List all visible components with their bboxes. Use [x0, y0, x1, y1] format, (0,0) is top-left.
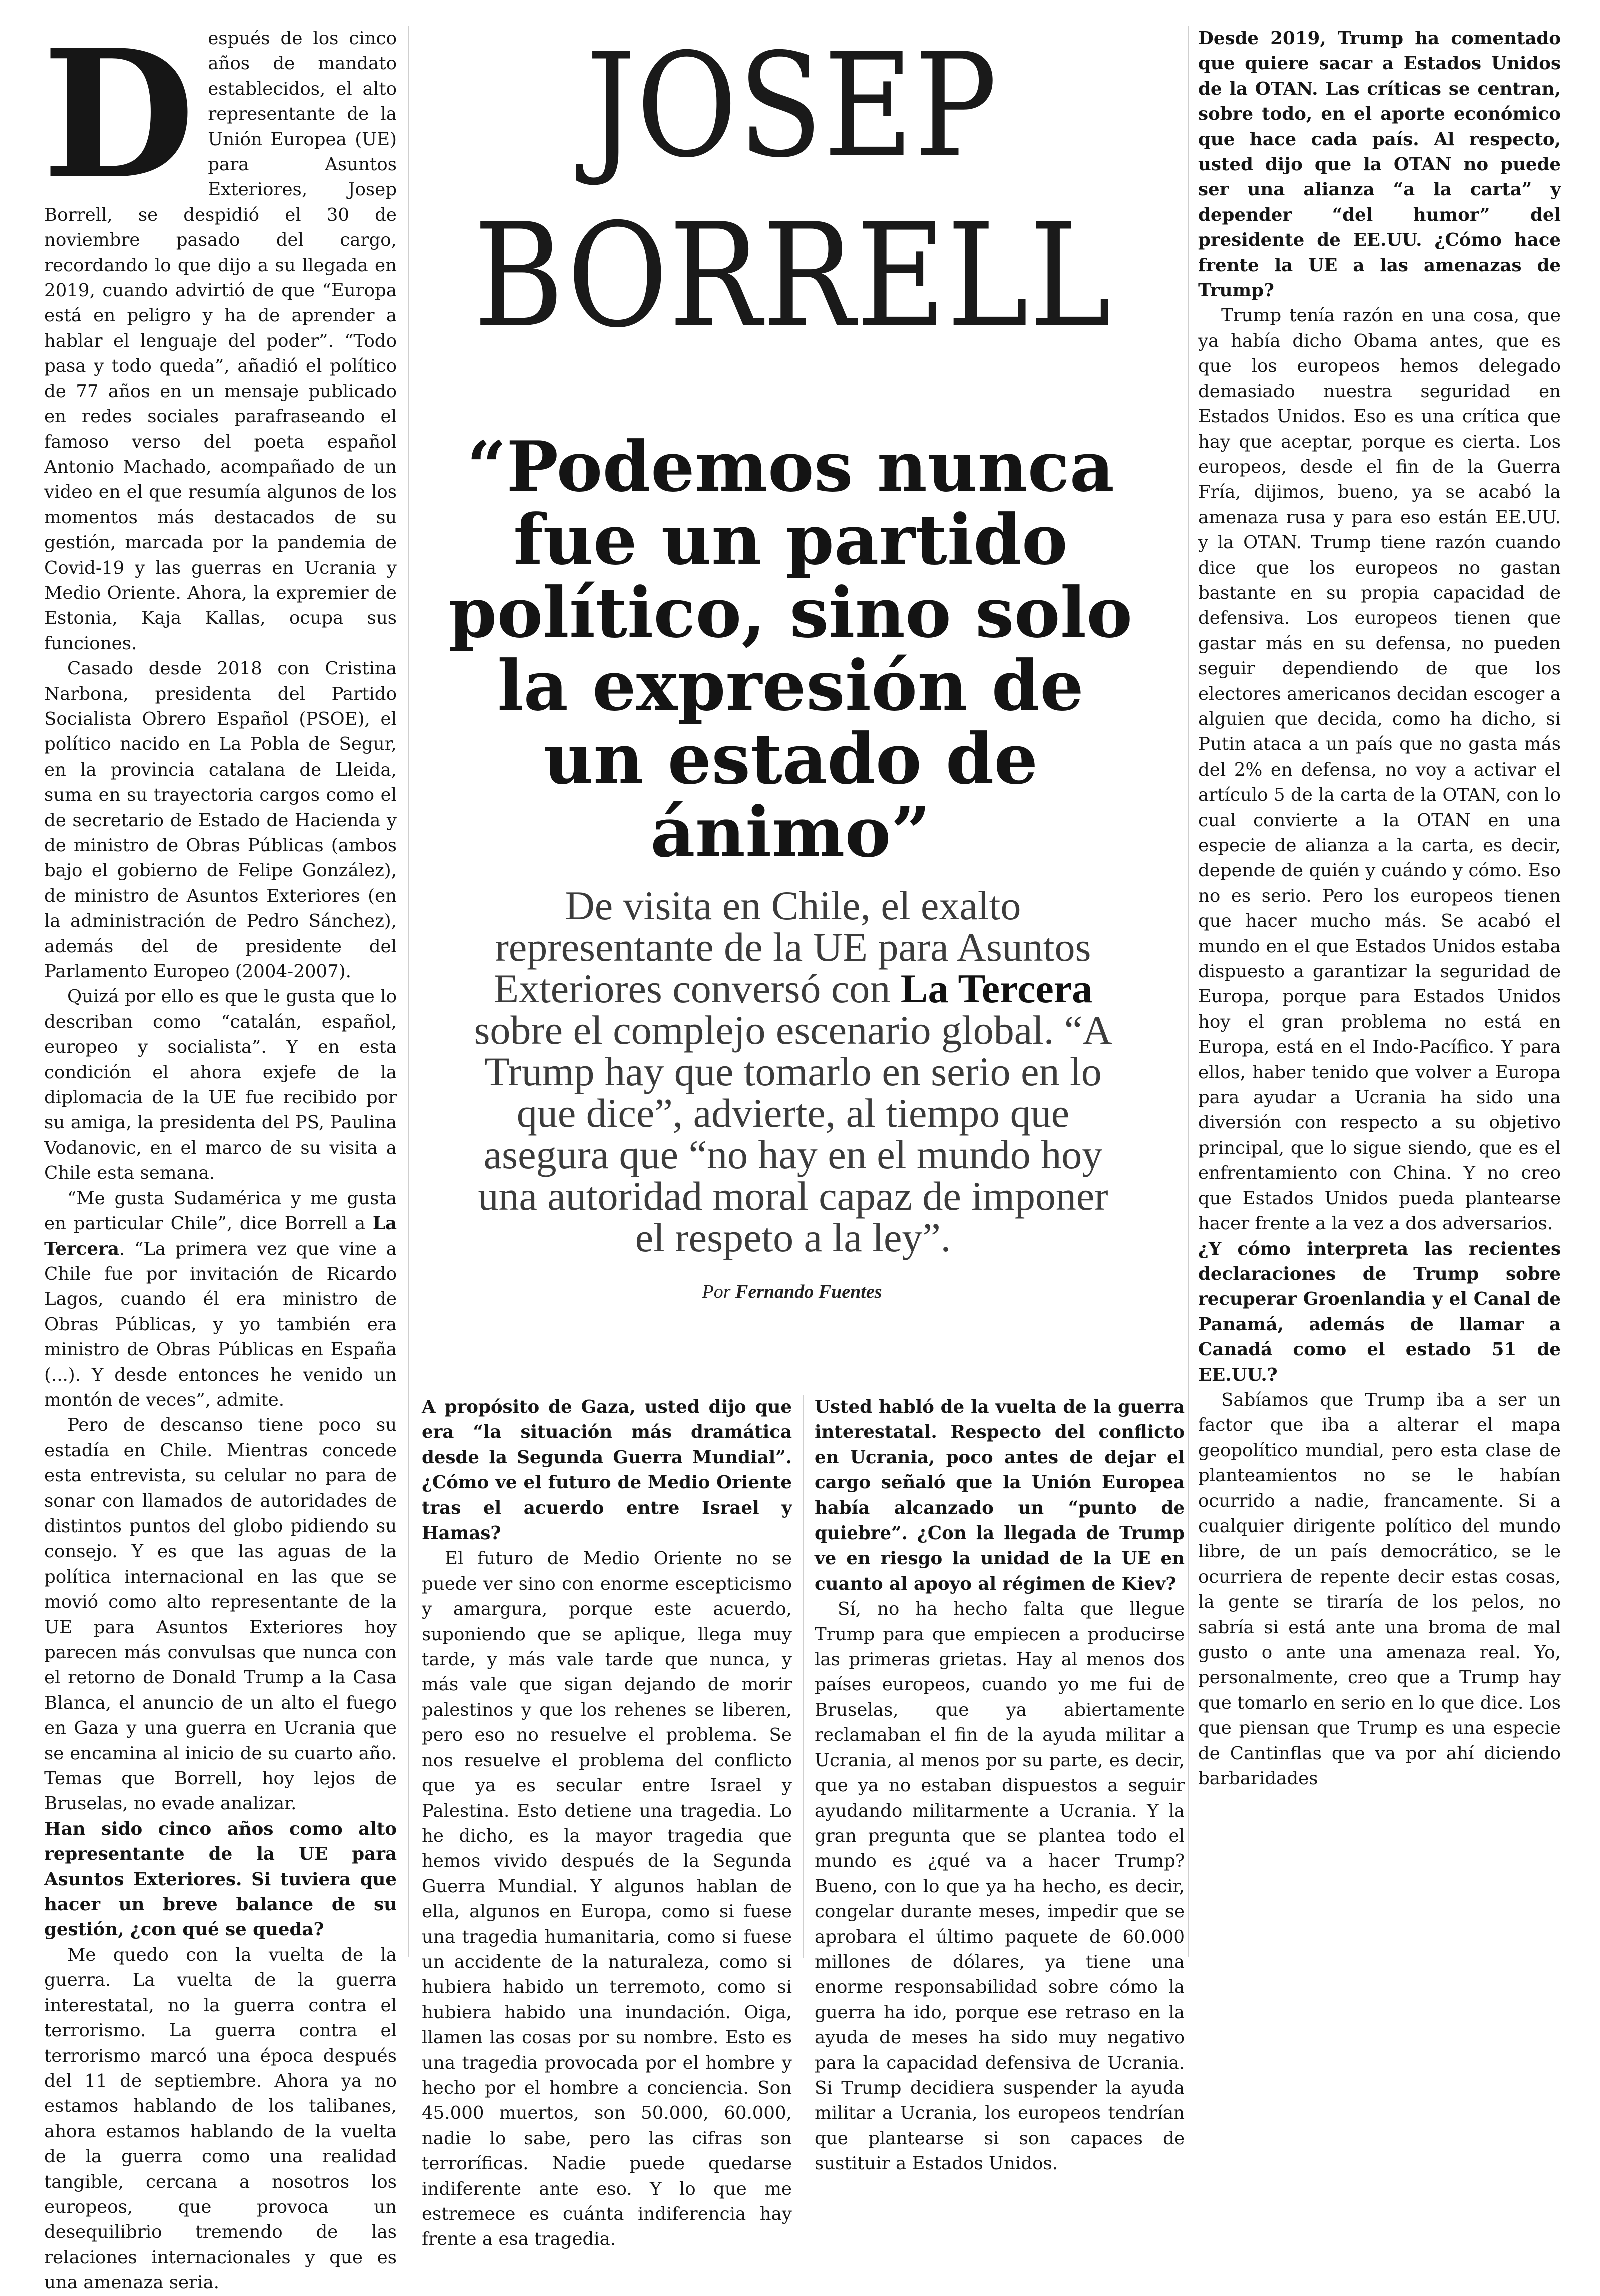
- article-column-4: [1198, 26, 1561, 1957]
- headline-quote: “Podemos nunca fue un partido político, sino solo la expresión de un estado de ánimo”: [448, 426, 1133, 873]
- drop-cap: D: [42, 11, 195, 218]
- article-column-2: [422, 1395, 792, 2250]
- answer-5: Sabíamos que Trump iba a ser un factor que iba a alterar el mapa geopolítico mundial, pero esta clase de planteamientos no se le habían ocurrido a nadie, francamente. Si a cualquier dirigente político del mundo libre, de un país democrático, se le ocurriera de repente decir estas cosas, la gente se tiraría de los pelos, no sabría si está ante una broma de mal gusto o ante una amenaza real. Yo, personalmente, creo que a Trump hay que tomarlo en serio en lo que dice. Los que piensan que Trump es una especie de Cantinflas que va por ahí diciendo barbaridades: [1198, 1389, 1561, 1789]
- question-5: ¿Y cómo interpreta las recientes declaraciones de Trump sobre recuperar Groenlandia y el Canal de Panamá, además de llamar a Canadá como el estado 51 de EE.UU.?: [1198, 1238, 1561, 1385]
- answer-3: Sí, no ha hecho falta que llegue Trump para que empiecen a producirse las primeras grietas. Hay al menos dos países europeos, cuando yo me fui de Bruselas, que ya abiertamente reclamaban el fin de la ayuda militar a Ucrania, al menos por su parte, es decir, que ya no estaban dispuestos a seguir ayudando militarmente a Ucrania. Y la gran pregunta que se plantea todo el mundo es ¿qué va a hacer Trump? Bueno, con lo que ya ha hecho, es decir, congelar durante meses, impedir que se aprobara el último paquete de 60.000 millones de dólares, ya tiene una enorme responsabilidad sobre cómo la guerra ha ido, porque ese retraso en la ayuda de meses ha sido muy negativo para la capacidad defensiva de Ucrania. Si Trump decidiera suspender la ayuda militar a Ucrania, los europeos tendrían que plantearse si son capaces de sustituir a Estados Unidos.: [815, 1599, 1185, 2174]
- identity-paragraph: Quizá por ello es que le gusta que lo describan como “catalán, español, europeo y socialista”. Y en esta condición el ahora exjefe de la diplomacia de la UE fue recibido por su amiga, la presidenta del PS, Paulina Vodanovic, en el marco de su visita a Chile esta semana.: [44, 986, 397, 1184]
- context-paragraph: Pero de descanso tiene poco su estadía en Chile. Mientras concede esta entrevista, su celular no para de sonar con llamados de autoridades de distintos puntos del globo pidiendo su consejo. Y es que las aguas de la política internacional en las que se movió como alto representante de la UE para Asuntos Exteriores hoy parecen más convulsas que nunca con el retorno de Donald Trump a la Casa Blanca, el anuncio de un alto el fuego en Gaza y una guerra en Ucrania que se encamina al inicio de su cuarto año. Temas que Borrell, hoy lejos de Bruselas, no evade analizar.: [44, 1415, 397, 1814]
- byline-prefix: Por: [702, 1281, 736, 1302]
- question-1: Han sido cinco años como alto representante de la UE para Asuntos Exteriores. Si tuviera que hacer un breve balance de su gestión, ¿con qué se queda?: [44, 1818, 397, 1940]
- deck-text: sobre el complejo escenario global. “A Trump hay que tomarlo en serio en lo que dice”, advierte, al tiempo que asegura que “no hay en el mundo hoy una autoridad moral capaz de imponer el respeto a la ley”.: [474, 1007, 1112, 1260]
- question-2: A propósito de Gaza, usted dijo que era “la situación más dramática desde la Segunda Guerra Mundial”. ¿Cómo ve el futuro de Medio Oriente tras el acuerdo entre Israel y Hamas?: [422, 1397, 792, 1544]
- article-column-3: [815, 1395, 1185, 2174]
- question-3: Usted habló de la vuelta de la guerra interestatal. Respecto del conflicto en Ucrania, poco antes de dejar el cargo señaló que la Unión Europea había alcanzado un “punto de quiebre”. ¿Con la llegada de Trump ve en riesgo la unidad de la UE en cuanto al apoyo al régimen de Kiev?: [815, 1397, 1185, 1594]
- deck-summary: [470, 885, 1116, 1258]
- paragraph-text: . “La primera vez que vine a Chile fue por invitación de Ricardo Lagos, cuando él era ministro de Obras Públicas, y yo también era ministro de Obras Públicas en España (...). Y desde entonces he venido un montón de veces”, admite.: [44, 1238, 397, 1410]
- bio-paragraph: Casado desde 2018 con Cristina Narbona, presidenta del Partido Socialista Obrero Español (PSOE), el político nacido en La Pobla de Segur, en la provincia catalana de Lleida, suma en su trayectoria cargos como el de secretario de Estado de Hacienda y de ministro de Obras Públicas (ambos bajo el gobierno de Felipe González), de ministro de Asuntos Exteriores (en la administración de Pedro Sánchez), además del de presidente del Parlamento Europeo (2004-2007).: [44, 658, 397, 982]
- column-rule: [803, 1395, 804, 1958]
- byline: [422, 1281, 1162, 1303]
- deck-text: De visita en Chile, el exalto representante de la UE para Asuntos Exteriores conversó con: [493, 883, 1091, 1011]
- intro-paragraph: espués de los cinco años de mandato establecidos, el alto representante de la Unión Europea (UE) para Asuntos Exteriores, Josep Borrell, se despidió el 30 de noviembre pasado del cargo, recordando lo que dijo a su llegada en 2019, cuando advirtió de que “Europa está en peligro y ha de aprender a hablar el lenguaje del poder”. “Todo pasa y todo queda”, añadió el político de 77 años en un mensaje publicado en redes sociales parafraseando el famoso verso del poeta español Antonio Machado, acompañado de un video en el que resumía algunos de los momentos más destacados de su gestión, marcada por la pandemia de Covid-19 y las guerras en Ucrania y Medio Oriente. Ahora, la expremier de Estonia, Kaja Kallas, ocupa sus funciones.: [44, 28, 397, 654]
- answer-4: Trump tenía razón en una cosa, que ya había dicho Obama antes, que es que los europeos hemos delegado demasiado nuestra seguridad en Estados Unidos. Eso es una crítica que hay que aceptar, porque es cierta. Los europeos, desde el fin de la Guerra Fría, dijimos, bueno, ya se acabó la amenaza rusa y para eso están EE.UU. y la OTAN. Trump tiene razón cuando dice que los europeos no gastan bastante en su propia capacidad de defensiva. Los europeos tienen que gastar más en su defensa, no pueden seguir dependiendo de que los electores americanos decidan escoger a alguien que decida, como ha dicho, si Putin ataca a un país que no gasta más del 2% en defensa, no voy a activar el artículo 5 de la carta de la OTAN, con lo cual convierte a la OTAN en una especie de alianza a la carta, es decir, depende de quién y cuándo y cómo. Eso no es serio. Pero los europeos tienen que hacer mucho más. Se acabó el mundo en el que Estados Unidos estaba dispuesto a garantizar la seguridad de Europa, porque para Estados Unidos hoy el gran problema no está en Europa, está en el Indo-Pacífico. Y para ellos, haber tenido que volver a Europa para ayudar a Ucrania ha sido una diversión con respecto a su objetivo principal, que lo sigue siendo, que es el enfrentamiento con China. Y no creo que Estados Unidos pueda plantearse hacer frente a la vez a dos adversarios.: [1198, 305, 1561, 1234]
- byline-author: Fernando Fuentes: [735, 1281, 882, 1302]
- paragraph-text: “Me gusta Sudamérica y me gusta en particular Chile”, dice Borrell a: [44, 1188, 397, 1234]
- article-column-1: [42, 11, 397, 2293]
- name-last: BORRELL: [473, 193, 1112, 359]
- chile-quote-paragraph: [44, 1186, 397, 1413]
- answer-2: El futuro de Medio Oriente no se puede ver sino con enorme escepticismo y amargura, porque este acuerdo, suponiendo que se aplique, llega muy tarde, y más vale tarde que nunca, y más vale que sigan dejando de morir palestinos y que los rehenes se liberen, pero eso no resuelve el problema. Se nos resuelve el problema del conflicto que ya es secular entre Israel y Palestina. Esto detiene una tragedia. Lo he dicho, es la mayor tragedia que hemos vivido después de la Segunda Guerra Mundial. Y algunos hablan de ella, algunos en Europa, como si fuese una tragedia humanitaria, como si fuese un accidente de la naturaleza, como si hubiera habido un terremoto, como si hubiera habido una inundación. Oiga, llamen las cosas por su nombre. Esto es una tragedia provocada por el hombre y hecho por el hombre a conciencia. Son 45.000 muertos, son 50.000, 60.000, nadie lo sabe, pero las cifras son terroríficas. Nadie puede quedarse indiferente ante eso. Y lo que me estremece es cuánta indiferencia hay frente a esa tragedia.: [422, 1548, 792, 2250]
- column-rule: [1188, 26, 1189, 1957]
- newspaper-name: La Tercera: [900, 966, 1093, 1011]
- answer-1: Me quedo con la vuelta de la guerra. La vuelta de la guerra interestatal, no la guerra contra el terrorismo. La guerra contra el terrorismo marcó una época después del 11 de septiembre. Ahora ya no estamos hablando de los talibanes, ahora estamos hablando de la vuelta de la guerra como una realidad tangible, cercana a nosotros los europeos, que provoca un desequilibrio tremendo de las relaciones internacionales y que es una amenaza seria.: [44, 1944, 397, 2293]
- newspaper-name: La Tercera: [44, 1213, 397, 1259]
- name-first: JOSEP: [586, 23, 998, 189]
- column-rule: [408, 26, 409, 1957]
- question-4: Desde 2019, Trump ha comentado que quiere sacar a Estados Unidos de la OTAN. Las críticas se centran, sobre todo, en el aporte económico que hace cada país. Al respecto, usted dijo que la OTAN no puede ser una alianza “a la carta” y depender “del humor” del presidente de EE.UU. ¿Cómo hace frente la UE a las amenazas de Trump?: [1198, 28, 1561, 301]
